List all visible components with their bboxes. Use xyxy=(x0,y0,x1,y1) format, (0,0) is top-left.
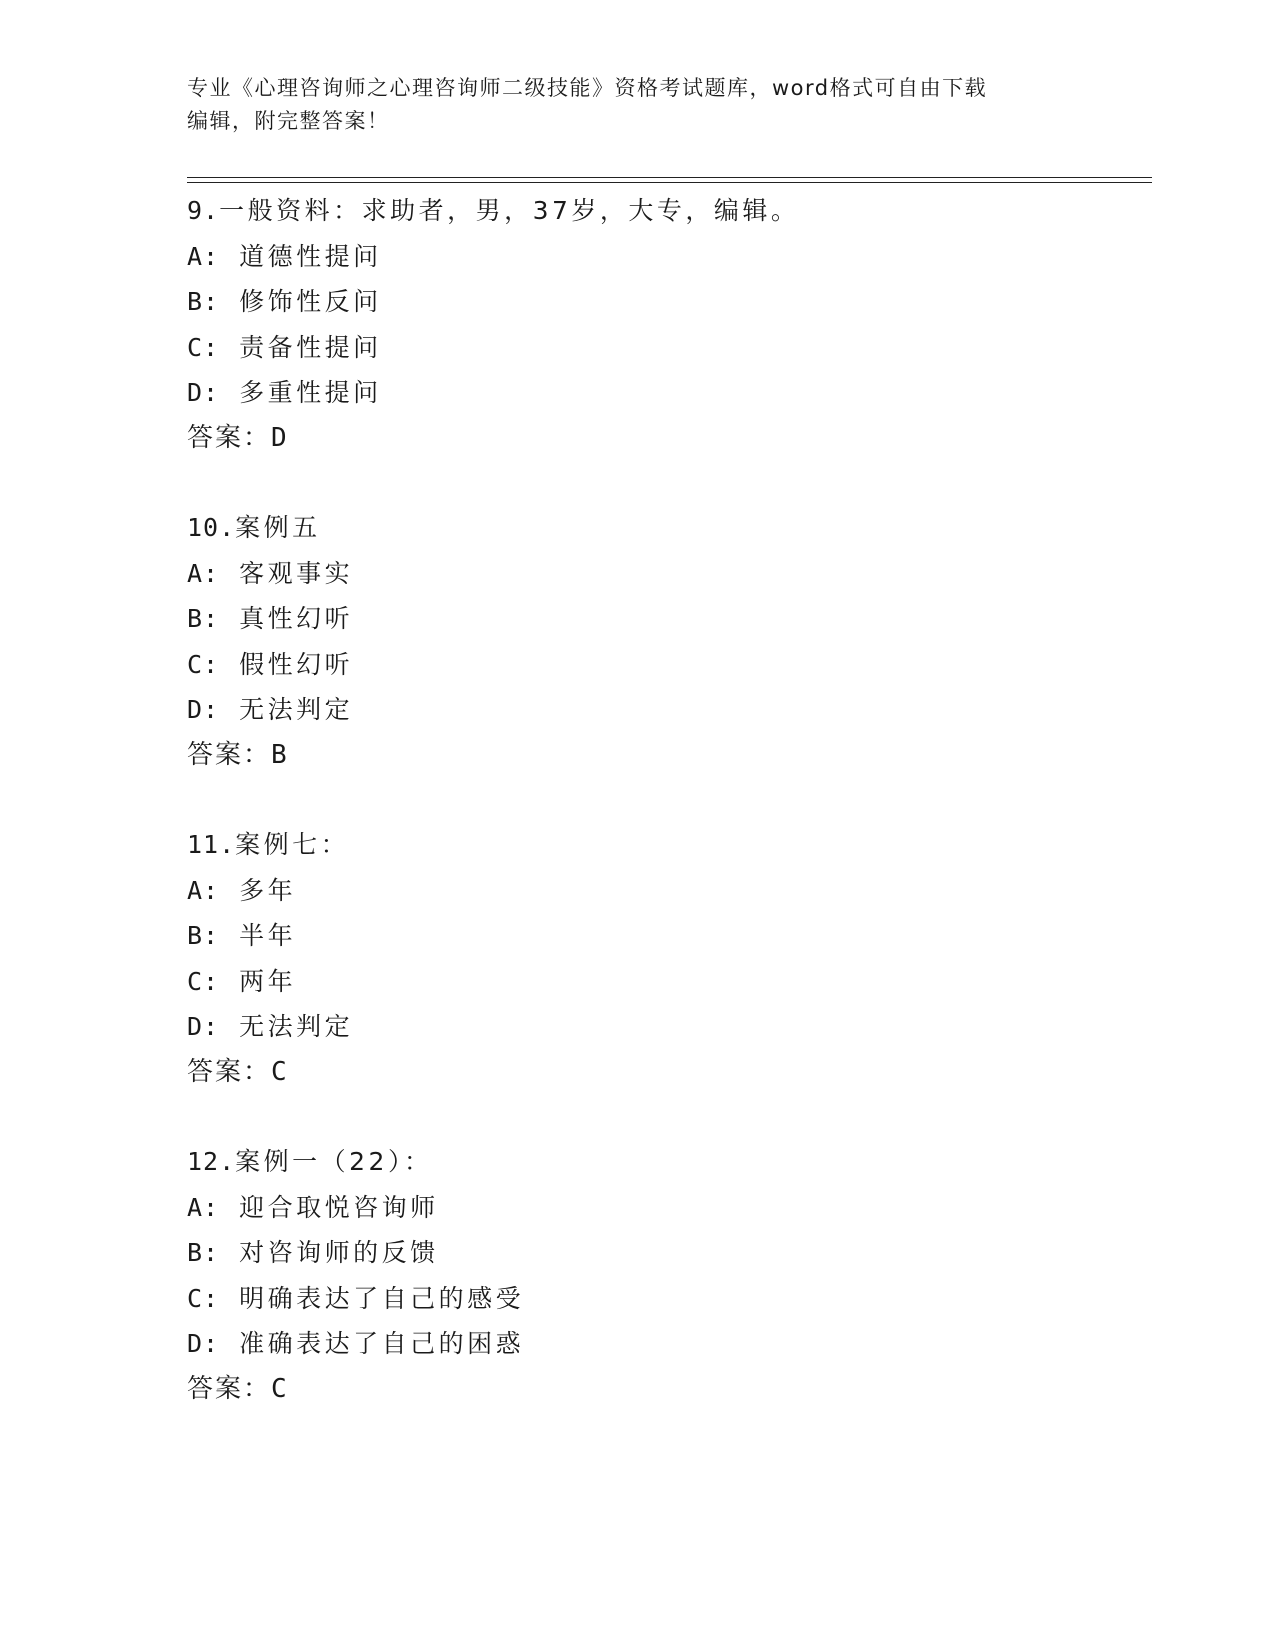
option-text: 修饰性反问 xyxy=(239,287,382,316)
option-d xyxy=(187,1321,1147,1367)
option-d xyxy=(187,687,1147,733)
question-number: 9. xyxy=(187,196,220,225)
option-a xyxy=(187,868,1147,914)
option-c xyxy=(187,1276,1147,1322)
option-key: C: xyxy=(187,649,220,679)
answer-value: C xyxy=(271,1056,287,1087)
option-b xyxy=(187,1230,1147,1276)
answer-line xyxy=(187,416,1147,462)
option-key: B: xyxy=(187,921,220,950)
option-text: 责备性提问 xyxy=(239,332,382,362)
option-text: 多年 xyxy=(239,875,297,905)
header-divider-bottom xyxy=(187,182,1152,183)
option-c xyxy=(187,642,1147,688)
question-stem xyxy=(187,188,1147,234)
option-key: B: xyxy=(187,1238,220,1267)
option-key: C: xyxy=(187,966,220,996)
answer-line xyxy=(187,1367,1147,1413)
option-key: C: xyxy=(187,1283,220,1313)
option-text: 对咨询师的反馈 xyxy=(239,1238,439,1267)
option-d xyxy=(187,1004,1147,1050)
option-a xyxy=(187,1185,1147,1231)
answer-value: B xyxy=(271,739,287,770)
option-key: A: xyxy=(187,1192,220,1222)
option-text: 明确表达了自己的感受 xyxy=(239,1283,525,1313)
question-number: 12. xyxy=(187,1147,236,1176)
answer-label: 答案： xyxy=(187,1056,272,1087)
option-a xyxy=(187,551,1147,597)
question-list xyxy=(187,188,1147,1456)
option-key: D: xyxy=(187,1012,220,1041)
answer-label: 答案： xyxy=(187,422,272,453)
option-text: 准确表达了自己的困惑 xyxy=(239,1329,525,1358)
answer-label: 答案： xyxy=(187,739,272,770)
option-d xyxy=(187,370,1147,416)
question-stem xyxy=(187,822,1147,868)
question-text: 案例七： xyxy=(235,830,350,859)
answer-line xyxy=(187,733,1147,779)
option-key: A: xyxy=(187,558,220,588)
answer-value: C xyxy=(271,1373,287,1404)
question-text: 一般资料：求助者，男，37岁，大专，编辑。 xyxy=(219,196,800,225)
option-b xyxy=(187,279,1147,325)
answer-value: D xyxy=(271,422,287,453)
answer-line xyxy=(187,1050,1147,1096)
header-line-2: 编辑，附完整答案！ xyxy=(187,109,390,133)
option-key: C: xyxy=(187,332,220,362)
question-item xyxy=(187,505,1147,778)
option-text: 真性幻听 xyxy=(239,604,354,633)
option-text: 多重性提问 xyxy=(239,378,382,407)
header-line-1: 专业《心理咨询师之心理咨询师二级技能》资格考试题库，word格式可自由下载 xyxy=(187,76,988,100)
option-key: A: xyxy=(187,875,220,905)
question-item xyxy=(187,1139,1147,1412)
option-c xyxy=(187,959,1147,1005)
question-stem xyxy=(187,1139,1147,1185)
option-b xyxy=(187,596,1147,642)
document-header xyxy=(187,72,1087,138)
question-number: 11. xyxy=(187,830,236,859)
question-stem xyxy=(187,505,1147,551)
option-c xyxy=(187,325,1147,371)
option-key: D: xyxy=(187,695,220,724)
question-item xyxy=(187,188,1147,461)
option-text: 半年 xyxy=(239,921,297,950)
question-item xyxy=(187,822,1147,1095)
option-a xyxy=(187,234,1147,280)
option-text: 客观事实 xyxy=(239,558,354,588)
option-text: 假性幻听 xyxy=(239,649,354,679)
option-key: D: xyxy=(187,1329,220,1358)
question-text: 案例一（22）： xyxy=(235,1147,433,1176)
option-b xyxy=(187,913,1147,959)
option-text: 迎合取悦咨询师 xyxy=(239,1192,439,1222)
option-key: D: xyxy=(187,378,220,407)
option-text: 道德性提问 xyxy=(239,241,382,271)
answer-label: 答案： xyxy=(187,1373,272,1404)
option-text: 无法判定 xyxy=(239,1012,354,1041)
question-text: 案例五 xyxy=(235,513,321,542)
option-key: B: xyxy=(187,287,220,316)
option-key: A: xyxy=(187,241,220,271)
question-number: 10. xyxy=(187,513,236,542)
header-divider-top xyxy=(187,177,1152,178)
option-text: 两年 xyxy=(239,966,297,996)
option-key: B: xyxy=(187,604,220,633)
option-text: 无法判定 xyxy=(239,695,354,724)
